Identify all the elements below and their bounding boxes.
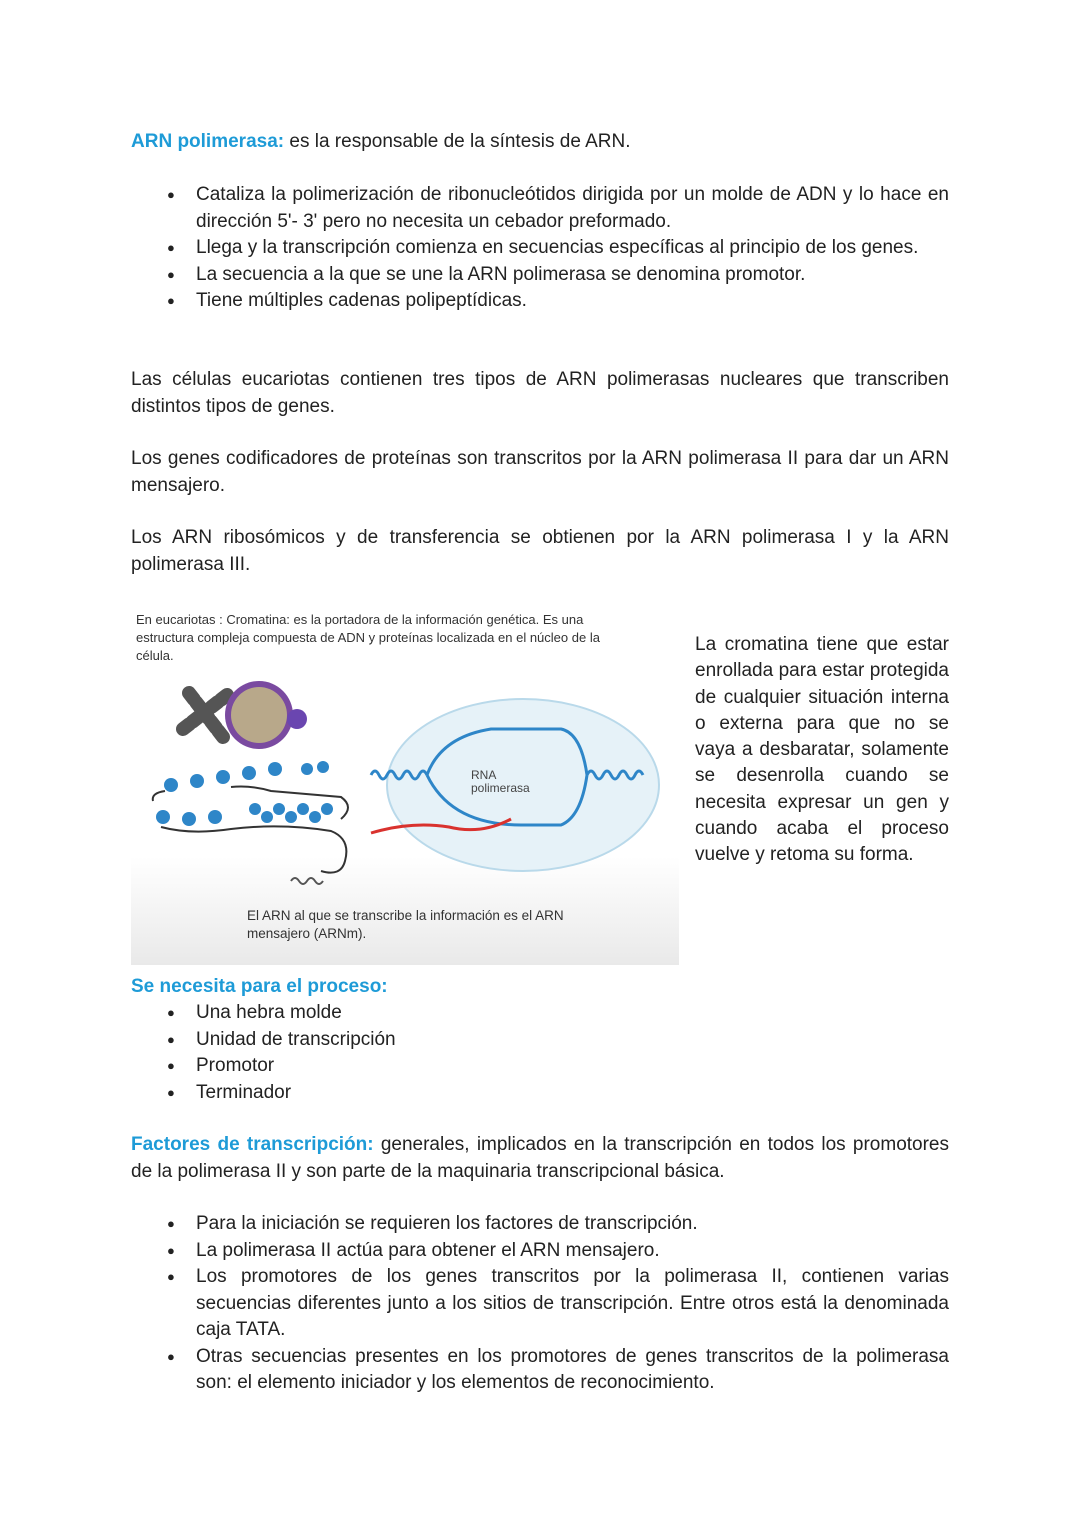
list-item: ● Llega y la transcripción comienza en secuencias específicas al principio de los genes. [131, 235, 949, 262]
factores-bullet-list [131, 1211, 949, 1397]
chromatin-illustration [131, 667, 679, 907]
list-item: ● Para la iniciación se requieren los factores de transcripción. [131, 1211, 949, 1238]
figure-top-caption: En eucariotas : Cromatina: es la portadora de la información genética. Es una estructura compleja compuesta de ADN y proteínas localizada en el núcleo de la célula. [136, 612, 600, 663]
list-item: ● Unidad de transcripción [131, 1027, 949, 1054]
nucleus-icon [225, 681, 307, 749]
section-factores-transcripcion [131, 1132, 949, 1185]
list-item: ● Una hebra molde [131, 1000, 949, 1027]
list-item: ● Cataliza la polimerización de ribonucleótidos dirigida por un molde de ADN y lo hace en dirección 5'- 3' pero no necesita un cebador preformado. [131, 182, 949, 235]
list-item: ● Los promotores de los genes transcritos por la polimerasa II, contienen varias secuencias diferentes junto a los sitios de transcripción. Entre otros está la denominada caja TATA. [131, 1264, 949, 1344]
list-item: ● Tiene múltiples cadenas polipeptídicas. [131, 288, 949, 315]
chromatin-figure [131, 603, 679, 965]
paragraph-arn-ribosomicos: Los ARN ribosómicos y de transferencia se obtienen por la ARN polimerasa I y la ARN polimerasa III. [131, 527, 949, 575]
paragraph-genes-codificadores: Los genes codificadores de proteínas son transcritos por la ARN polimerasa II para dar un ARN mensajero. [131, 448, 949, 496]
figure-bottom-caption: El ARN al que se transcribe la información es el ARN mensajero (ARNm). [247, 908, 564, 941]
rna-label: RNA [471, 768, 497, 782]
polimerasa-label: polimerasa [471, 781, 530, 795]
list-item: ● La polimerasa II actúa para obtener el ARN mensajero. [131, 1238, 949, 1265]
requirements-bullet-list [131, 1000, 949, 1106]
list-item: ● Promotor [131, 1053, 949, 1080]
list-item: ● La secuencia a la que se une la ARN polimerasa se denomina promotor. [131, 262, 949, 289]
list-item: ● Terminador [131, 1080, 949, 1107]
paragraph-eucariotas: Las células eucariotas contienen tres tipos de ARN polimerasas nucleares que transcriben distintos tipos de genes. [131, 369, 949, 417]
heading-arn-polimerasa: ARN polimerasa: [131, 131, 285, 152]
chromosome-icon [183, 693, 227, 737]
side-paragraph-cromatina: La cromatina tiene que estar enrollada para estar protegida de cualquier situación interna o externa para que no se vaya a desbaratar, solamente se desenrolla cuando se necesita expresar un gen y cuando acaba el proceso vuelve y retoma su forma. [695, 634, 949, 866]
section-arn-polimerasa-intro [131, 129, 949, 156]
heading-factores: Factores de transcripción: [131, 1134, 374, 1155]
list-item: ● Otras secuencias presentes en los promotores de genes transcritos de la polimerasa son: el elemento iniciador y los elementos de reconocimiento. [131, 1344, 949, 1397]
factores-text: generales, implicados en la transcripción en todos los promotores de la polimerasa II y son parte de la maquinaria transcripcional básica. [131, 1134, 949, 1182]
arn-polimerasa-bullet-list [131, 182, 949, 315]
heading-se-necesita: Se necesita para el proceso: [131, 976, 388, 997]
intro-text: es la responsable de la síntesis de ARN. [284, 131, 631, 152]
